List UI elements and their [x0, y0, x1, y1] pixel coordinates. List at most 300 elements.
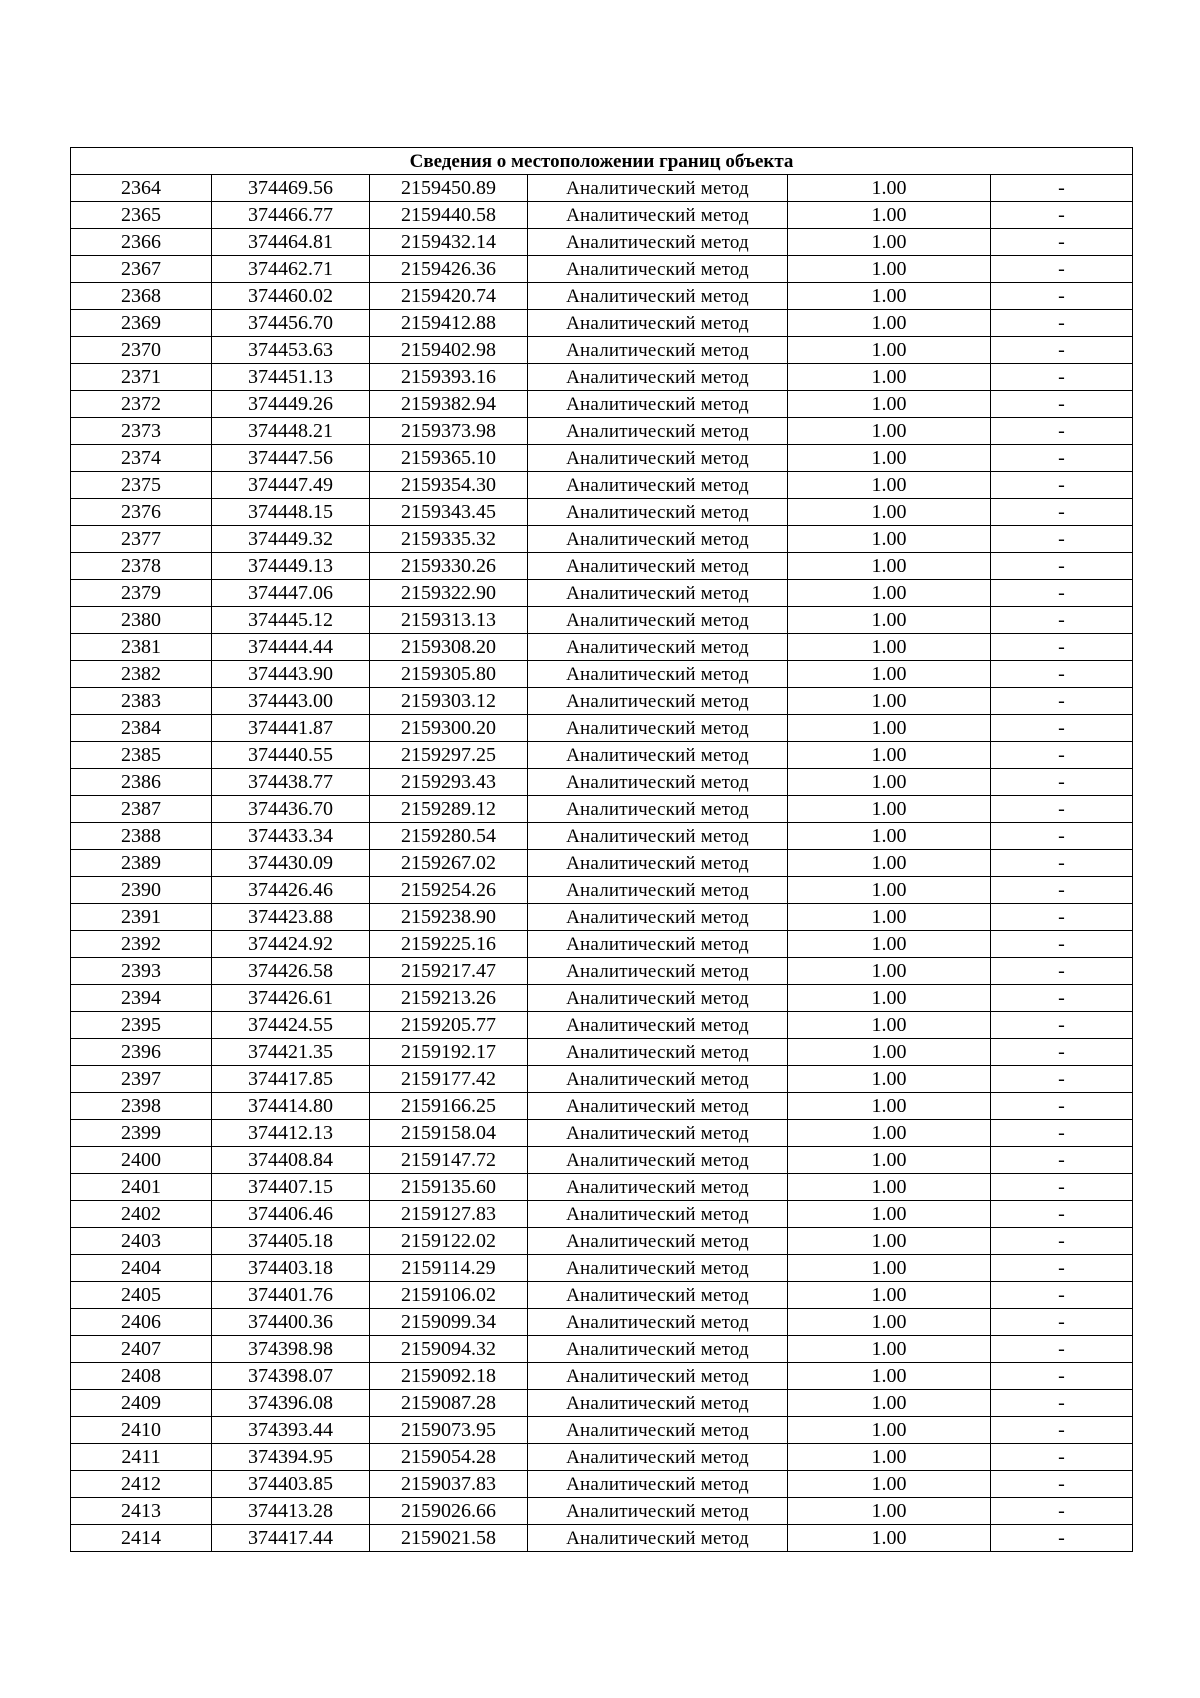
y-coordinate-cell: 2159092.18 [370, 1363, 528, 1390]
y-coordinate-cell: 2159087.28 [370, 1390, 528, 1417]
accuracy-cell: 1.00 [788, 1201, 991, 1228]
method-cell: Аналитический метод [528, 1336, 788, 1363]
y-coordinate-cell: 2159225.16 [370, 931, 528, 958]
table-row [71, 958, 1133, 985]
method-cell: Аналитический метод [528, 715, 788, 742]
method-cell: Аналитический метод [528, 1039, 788, 1066]
accuracy-cell: 1.00 [788, 877, 991, 904]
y-coordinate-cell: 2159373.98 [370, 418, 528, 445]
x-coordinate-cell: 374449.32 [212, 526, 370, 553]
point-number-cell: 2403 [71, 1228, 212, 1255]
point-number-cell: 2400 [71, 1147, 212, 1174]
table-row [71, 310, 1133, 337]
table-row [71, 769, 1133, 796]
accuracy-cell: 1.00 [788, 1498, 991, 1525]
note-cell: - [991, 391, 1133, 418]
table-row [71, 742, 1133, 769]
point-number-cell: 2397 [71, 1066, 212, 1093]
note-cell: - [991, 1012, 1133, 1039]
note-cell: - [991, 553, 1133, 580]
method-cell: Аналитический метод [528, 445, 788, 472]
note-cell: - [991, 472, 1133, 499]
note-cell: - [991, 229, 1133, 256]
accuracy-cell: 1.00 [788, 1066, 991, 1093]
y-coordinate-cell: 2159313.13 [370, 607, 528, 634]
point-number-cell: 2406 [71, 1309, 212, 1336]
accuracy-cell: 1.00 [788, 985, 991, 1012]
accuracy-cell: 1.00 [788, 445, 991, 472]
y-coordinate-cell: 2159122.02 [370, 1228, 528, 1255]
note-cell: - [991, 364, 1133, 391]
note-cell: - [991, 715, 1133, 742]
point-number-cell: 2368 [71, 283, 212, 310]
method-cell: Аналитический метод [528, 1066, 788, 1093]
method-cell: Аналитический метод [528, 769, 788, 796]
point-number-cell: 2391 [71, 904, 212, 931]
accuracy-cell: 1.00 [788, 337, 991, 364]
note-cell: - [991, 310, 1133, 337]
x-coordinate-cell: 374426.46 [212, 877, 370, 904]
x-coordinate-cell: 374417.85 [212, 1066, 370, 1093]
y-coordinate-cell: 2159354.30 [370, 472, 528, 499]
table-row [71, 715, 1133, 742]
accuracy-cell: 1.00 [788, 391, 991, 418]
point-number-cell: 2377 [71, 526, 212, 553]
accuracy-cell: 1.00 [788, 904, 991, 931]
note-cell: - [991, 418, 1133, 445]
method-cell: Аналитический метод [528, 418, 788, 445]
note-cell: - [991, 1282, 1133, 1309]
method-cell: Аналитический метод [528, 985, 788, 1012]
table-row [71, 1012, 1133, 1039]
method-cell: Аналитический метод [528, 1525, 788, 1552]
x-coordinate-cell: 374445.12 [212, 607, 370, 634]
x-coordinate-cell: 374448.15 [212, 499, 370, 526]
table-row [71, 391, 1133, 418]
x-coordinate-cell: 374441.87 [212, 715, 370, 742]
y-coordinate-cell: 2159440.58 [370, 202, 528, 229]
point-number-cell: 2370 [71, 337, 212, 364]
accuracy-cell: 1.00 [788, 1471, 991, 1498]
x-coordinate-cell: 374398.07 [212, 1363, 370, 1390]
accuracy-cell: 1.00 [788, 553, 991, 580]
x-coordinate-cell: 374447.49 [212, 472, 370, 499]
x-coordinate-cell: 374421.35 [212, 1039, 370, 1066]
y-coordinate-cell: 2159412.88 [370, 310, 528, 337]
y-coordinate-cell: 2159106.02 [370, 1282, 528, 1309]
method-cell: Аналитический метод [528, 1093, 788, 1120]
method-cell: Аналитический метод [528, 823, 788, 850]
note-cell: - [991, 256, 1133, 283]
method-cell: Аналитический метод [528, 958, 788, 985]
x-coordinate-cell: 374424.55 [212, 1012, 370, 1039]
note-cell: - [991, 769, 1133, 796]
x-coordinate-cell: 374413.28 [212, 1498, 370, 1525]
table-row [71, 472, 1133, 499]
y-coordinate-cell: 2159021.58 [370, 1525, 528, 1552]
y-coordinate-cell: 2159303.12 [370, 688, 528, 715]
accuracy-cell: 1.00 [788, 418, 991, 445]
x-coordinate-cell: 374443.90 [212, 661, 370, 688]
method-cell: Аналитический метод [528, 337, 788, 364]
x-coordinate-cell: 374403.18 [212, 1255, 370, 1282]
point-number-cell: 2414 [71, 1525, 212, 1552]
point-number-cell: 2404 [71, 1255, 212, 1282]
table-row [71, 904, 1133, 931]
x-coordinate-cell: 374408.84 [212, 1147, 370, 1174]
method-cell: Аналитический метод [528, 256, 788, 283]
accuracy-cell: 1.00 [788, 931, 991, 958]
method-cell: Аналитический метод [528, 499, 788, 526]
method-cell: Аналитический метод [528, 1417, 788, 1444]
note-cell: - [991, 1228, 1133, 1255]
table-row [71, 688, 1133, 715]
table-row [71, 175, 1133, 202]
note-cell: - [991, 985, 1133, 1012]
note-cell: - [991, 958, 1133, 985]
note-cell: - [991, 931, 1133, 958]
table-row [71, 337, 1133, 364]
method-cell: Аналитический метод [528, 553, 788, 580]
method-cell: Аналитический метод [528, 1471, 788, 1498]
method-cell: Аналитический метод [528, 1201, 788, 1228]
table-row [71, 1147, 1133, 1174]
method-cell: Аналитический метод [528, 580, 788, 607]
note-cell: - [991, 1174, 1133, 1201]
x-coordinate-cell: 374424.92 [212, 931, 370, 958]
method-cell: Аналитический метод [528, 364, 788, 391]
y-coordinate-cell: 2159297.25 [370, 742, 528, 769]
point-number-cell: 2395 [71, 1012, 212, 1039]
y-coordinate-cell: 2159213.26 [370, 985, 528, 1012]
note-cell: - [991, 742, 1133, 769]
y-coordinate-cell: 2159254.26 [370, 877, 528, 904]
table-row [71, 1363, 1133, 1390]
y-coordinate-cell: 2159289.12 [370, 796, 528, 823]
point-number-cell: 2389 [71, 850, 212, 877]
table-row [71, 1039, 1133, 1066]
method-cell: Аналитический метод [528, 1012, 788, 1039]
note-cell: - [991, 850, 1133, 877]
table-row [71, 877, 1133, 904]
boundary-coordinates-table [70, 147, 1133, 1552]
accuracy-cell: 1.00 [788, 310, 991, 337]
table-row [71, 202, 1133, 229]
table-row [71, 499, 1133, 526]
method-cell: Аналитический метод [528, 877, 788, 904]
y-coordinate-cell: 2159037.83 [370, 1471, 528, 1498]
note-cell: - [991, 1066, 1133, 1093]
accuracy-cell: 1.00 [788, 1039, 991, 1066]
point-number-cell: 2413 [71, 1498, 212, 1525]
y-coordinate-cell: 2159135.60 [370, 1174, 528, 1201]
x-coordinate-cell: 374436.70 [212, 796, 370, 823]
note-cell: - [991, 1039, 1133, 1066]
note-cell: - [991, 904, 1133, 931]
accuracy-cell: 1.00 [788, 499, 991, 526]
y-coordinate-cell: 2159147.72 [370, 1147, 528, 1174]
point-number-cell: 2373 [71, 418, 212, 445]
point-number-cell: 2385 [71, 742, 212, 769]
point-number-cell: 2407 [71, 1336, 212, 1363]
note-cell: - [991, 1255, 1133, 1282]
accuracy-cell: 1.00 [788, 715, 991, 742]
method-cell: Аналитический метод [528, 1363, 788, 1390]
accuracy-cell: 1.00 [788, 742, 991, 769]
accuracy-cell: 1.00 [788, 688, 991, 715]
accuracy-cell: 1.00 [788, 256, 991, 283]
table-row [71, 1228, 1133, 1255]
x-coordinate-cell: 374403.85 [212, 1471, 370, 1498]
table-row [71, 1255, 1133, 1282]
point-number-cell: 2382 [71, 661, 212, 688]
point-number-cell: 2371 [71, 364, 212, 391]
y-coordinate-cell: 2159343.45 [370, 499, 528, 526]
y-coordinate-cell: 2159217.47 [370, 958, 528, 985]
y-coordinate-cell: 2159166.25 [370, 1093, 528, 1120]
table-row [71, 823, 1133, 850]
point-number-cell: 2411 [71, 1444, 212, 1471]
table-row [71, 607, 1133, 634]
accuracy-cell: 1.00 [788, 823, 991, 850]
x-coordinate-cell: 374469.56 [212, 175, 370, 202]
point-number-cell: 2379 [71, 580, 212, 607]
point-number-cell: 2364 [71, 175, 212, 202]
table-row [71, 985, 1133, 1012]
x-coordinate-cell: 374440.55 [212, 742, 370, 769]
point-number-cell: 2384 [71, 715, 212, 742]
x-coordinate-cell: 374460.02 [212, 283, 370, 310]
method-cell: Аналитический метод [528, 229, 788, 256]
note-cell: - [991, 1093, 1133, 1120]
note-cell: - [991, 1525, 1133, 1552]
note-cell: - [991, 499, 1133, 526]
table-row [71, 418, 1133, 445]
y-coordinate-cell: 2159267.02 [370, 850, 528, 877]
note-cell: - [991, 1498, 1133, 1525]
accuracy-cell: 1.00 [788, 1093, 991, 1120]
point-number-cell: 2374 [71, 445, 212, 472]
x-coordinate-cell: 374405.18 [212, 1228, 370, 1255]
point-number-cell: 2402 [71, 1201, 212, 1228]
accuracy-cell: 1.00 [788, 283, 991, 310]
table-row [71, 1444, 1133, 1471]
point-number-cell: 2369 [71, 310, 212, 337]
method-cell: Аналитический метод [528, 634, 788, 661]
x-coordinate-cell: 374444.44 [212, 634, 370, 661]
note-cell: - [991, 1363, 1133, 1390]
accuracy-cell: 1.00 [788, 472, 991, 499]
table-row [71, 283, 1133, 310]
method-cell: Аналитический метод [528, 472, 788, 499]
accuracy-cell: 1.00 [788, 364, 991, 391]
note-cell: - [991, 1120, 1133, 1147]
accuracy-cell: 1.00 [788, 1147, 991, 1174]
accuracy-cell: 1.00 [788, 1174, 991, 1201]
y-coordinate-cell: 2159205.77 [370, 1012, 528, 1039]
method-cell: Аналитический метод [528, 1147, 788, 1174]
accuracy-cell: 1.00 [788, 796, 991, 823]
accuracy-cell: 1.00 [788, 769, 991, 796]
table-row [71, 1498, 1133, 1525]
accuracy-cell: 1.00 [788, 1336, 991, 1363]
method-cell: Аналитический метод [528, 661, 788, 688]
table-row [71, 796, 1133, 823]
method-cell: Аналитический метод [528, 1228, 788, 1255]
point-number-cell: 2366 [71, 229, 212, 256]
note-cell: - [991, 1417, 1133, 1444]
x-coordinate-cell: 374398.98 [212, 1336, 370, 1363]
x-coordinate-cell: 374412.13 [212, 1120, 370, 1147]
accuracy-cell: 1.00 [788, 1444, 991, 1471]
accuracy-cell: 1.00 [788, 1417, 991, 1444]
accuracy-cell: 1.00 [788, 526, 991, 553]
y-coordinate-cell: 2159393.16 [370, 364, 528, 391]
x-coordinate-cell: 374447.56 [212, 445, 370, 472]
table-row [71, 1471, 1133, 1498]
point-number-cell: 2409 [71, 1390, 212, 1417]
table-row [71, 364, 1133, 391]
method-cell: Аналитический метод [528, 742, 788, 769]
point-number-cell: 2376 [71, 499, 212, 526]
x-coordinate-cell: 374423.88 [212, 904, 370, 931]
x-coordinate-cell: 374462.71 [212, 256, 370, 283]
table-row [71, 445, 1133, 472]
note-cell: - [991, 796, 1133, 823]
point-number-cell: 2390 [71, 877, 212, 904]
y-coordinate-cell: 2159293.43 [370, 769, 528, 796]
y-coordinate-cell: 2159114.29 [370, 1255, 528, 1282]
x-coordinate-cell: 374401.76 [212, 1282, 370, 1309]
table-row [71, 634, 1133, 661]
x-coordinate-cell: 374449.26 [212, 391, 370, 418]
point-number-cell: 2394 [71, 985, 212, 1012]
note-cell: - [991, 823, 1133, 850]
table-row [71, 229, 1133, 256]
y-coordinate-cell: 2159127.83 [370, 1201, 528, 1228]
table-row [71, 1201, 1133, 1228]
note-cell: - [991, 337, 1133, 364]
y-coordinate-cell: 2159335.32 [370, 526, 528, 553]
x-coordinate-cell: 374443.00 [212, 688, 370, 715]
point-number-cell: 2380 [71, 607, 212, 634]
accuracy-cell: 1.00 [788, 202, 991, 229]
y-coordinate-cell: 2159192.17 [370, 1039, 528, 1066]
point-number-cell: 2410 [71, 1417, 212, 1444]
table-row [71, 1417, 1133, 1444]
y-coordinate-cell: 2159382.94 [370, 391, 528, 418]
accuracy-cell: 1.00 [788, 1309, 991, 1336]
x-coordinate-cell: 374417.44 [212, 1525, 370, 1552]
method-cell: Аналитический метод [528, 1309, 788, 1336]
point-number-cell: 2393 [71, 958, 212, 985]
x-coordinate-cell: 374426.61 [212, 985, 370, 1012]
x-coordinate-cell: 374438.77 [212, 769, 370, 796]
x-coordinate-cell: 374430.09 [212, 850, 370, 877]
note-cell: - [991, 526, 1133, 553]
x-coordinate-cell: 374396.08 [212, 1390, 370, 1417]
x-coordinate-cell: 374449.13 [212, 553, 370, 580]
note-cell: - [991, 1471, 1133, 1498]
y-coordinate-cell: 2159402.98 [370, 337, 528, 364]
point-number-cell: 2401 [71, 1174, 212, 1201]
point-number-cell: 2412 [71, 1471, 212, 1498]
table-row [71, 526, 1133, 553]
y-coordinate-cell: 2159300.20 [370, 715, 528, 742]
accuracy-cell: 1.00 [788, 634, 991, 661]
method-cell: Аналитический метод [528, 310, 788, 337]
y-coordinate-cell: 2159054.28 [370, 1444, 528, 1471]
table-row [71, 1525, 1133, 1552]
x-coordinate-cell: 374448.21 [212, 418, 370, 445]
point-number-cell: 2396 [71, 1039, 212, 1066]
note-cell: - [991, 1336, 1133, 1363]
method-cell: Аналитический метод [528, 283, 788, 310]
accuracy-cell: 1.00 [788, 607, 991, 634]
y-coordinate-cell: 2159238.90 [370, 904, 528, 931]
table-row [71, 553, 1133, 580]
point-number-cell: 2383 [71, 688, 212, 715]
method-cell: Аналитический метод [528, 1120, 788, 1147]
note-cell: - [991, 580, 1133, 607]
note-cell: - [991, 877, 1133, 904]
point-number-cell: 2365 [71, 202, 212, 229]
y-coordinate-cell: 2159450.89 [370, 175, 528, 202]
point-number-cell: 2405 [71, 1282, 212, 1309]
method-cell: Аналитический метод [528, 1444, 788, 1471]
y-coordinate-cell: 2159158.04 [370, 1120, 528, 1147]
note-cell: - [991, 1390, 1133, 1417]
point-number-cell: 2372 [71, 391, 212, 418]
x-coordinate-cell: 374406.46 [212, 1201, 370, 1228]
x-coordinate-cell: 374394.95 [212, 1444, 370, 1471]
y-coordinate-cell: 2159420.74 [370, 283, 528, 310]
accuracy-cell: 1.00 [788, 1120, 991, 1147]
note-cell: - [991, 283, 1133, 310]
point-number-cell: 2408 [71, 1363, 212, 1390]
table-row [71, 1066, 1133, 1093]
y-coordinate-cell: 2159308.20 [370, 634, 528, 661]
note-cell: - [991, 1147, 1133, 1174]
accuracy-cell: 1.00 [788, 175, 991, 202]
method-cell: Аналитический метод [528, 526, 788, 553]
method-cell: Аналитический метод [528, 1255, 788, 1282]
y-coordinate-cell: 2159094.32 [370, 1336, 528, 1363]
y-coordinate-cell: 2159177.42 [370, 1066, 528, 1093]
x-coordinate-cell: 374407.15 [212, 1174, 370, 1201]
accuracy-cell: 1.00 [788, 1390, 991, 1417]
method-cell: Аналитический метод [528, 931, 788, 958]
x-coordinate-cell: 374447.06 [212, 580, 370, 607]
method-cell: Аналитический метод [528, 391, 788, 418]
accuracy-cell: 1.00 [788, 1228, 991, 1255]
accuracy-cell: 1.00 [788, 1282, 991, 1309]
note-cell: - [991, 445, 1133, 472]
table-row [71, 1093, 1133, 1120]
method-cell: Аналитический метод [528, 1498, 788, 1525]
accuracy-cell: 1.00 [788, 1255, 991, 1282]
point-number-cell: 2388 [71, 823, 212, 850]
note-cell: - [991, 634, 1133, 661]
table-row [71, 1174, 1133, 1201]
accuracy-cell: 1.00 [788, 661, 991, 688]
method-cell: Аналитический метод [528, 904, 788, 931]
accuracy-cell: 1.00 [788, 580, 991, 607]
note-cell: - [991, 607, 1133, 634]
table-row [71, 1309, 1133, 1336]
point-number-cell: 2392 [71, 931, 212, 958]
x-coordinate-cell: 374400.36 [212, 1309, 370, 1336]
